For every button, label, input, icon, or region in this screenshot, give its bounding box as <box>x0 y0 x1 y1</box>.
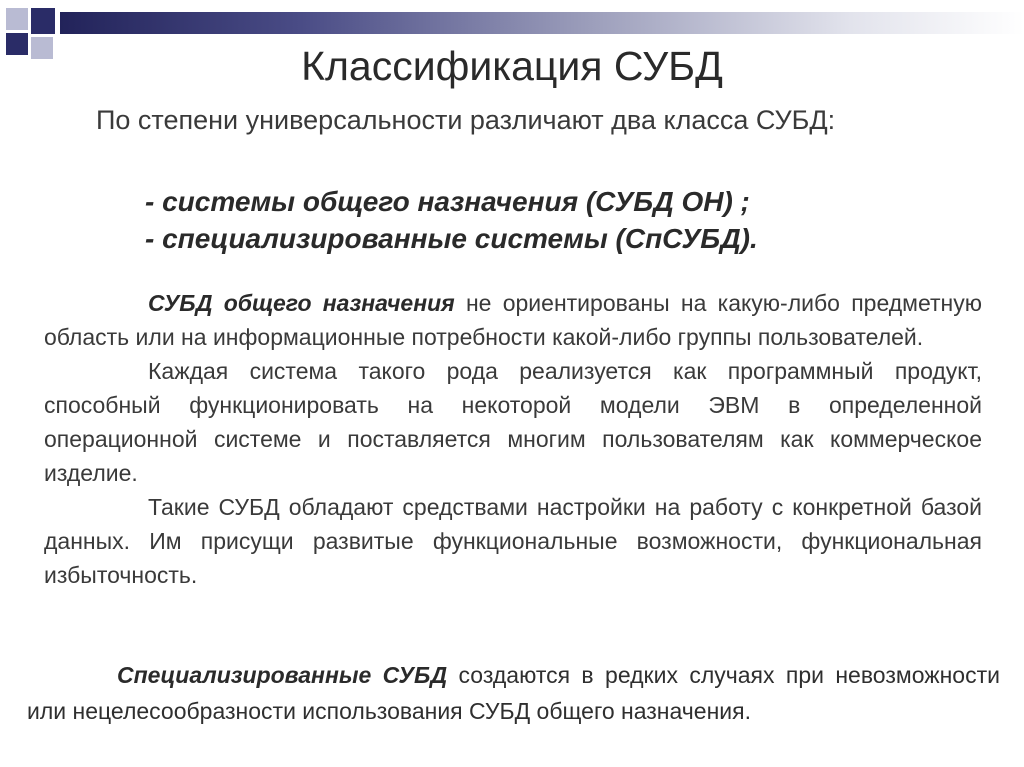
decor-square-light <box>6 8 28 30</box>
general-dbms-section <box>44 286 982 592</box>
intro-paragraph: По степени универсальности различают два класса СУБД: <box>96 105 836 135</box>
specialized-dbms-term: Специализированные СУБД <box>117 662 448 688</box>
general-dbms-paragraph-2: Каждая система такого рода реализуется как программный продукт, способный функционировать на некоторой модели ЭВМ в определенной операционной системе и поставляется многим пользователям как коммерческое изделие. <box>44 358 982 486</box>
general-dbms-paragraph-1 <box>44 286 982 354</box>
decor-square-dark <box>31 8 55 34</box>
class-item-general: - системы общего назначения (СУБД ОН) ; <box>145 186 750 217</box>
dbms-class-list <box>145 183 758 257</box>
slide-title: Классификация СУБД <box>301 43 723 89</box>
specialized-dbms-paragraph <box>27 657 1000 729</box>
general-dbms-term: СУБД общего назначения <box>148 290 455 316</box>
header-gradient-band <box>60 12 1024 34</box>
specialized-dbms-text: создаются в редких случаях при невозможности или нецелесообразности использования СУБД общего назначения. <box>27 662 1000 724</box>
general-dbms-text-1: не ориентированы на какую-либо предметную область или на информационные потребности какой-либо группы пользователей. <box>44 290 982 350</box>
general-dbms-paragraph-3: Такие СУБД обладают средствами настройки на работу с конкретной базой данных. Им присущи развитые функциональные возможности, функциональная избыточность. <box>44 494 982 588</box>
class-item-specialized: - специализированные системы (СпСУБД). <box>145 223 758 254</box>
